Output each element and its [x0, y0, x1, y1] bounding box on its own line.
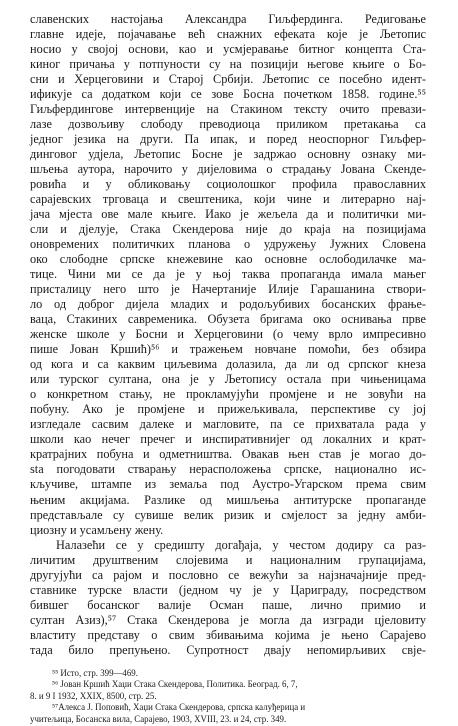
- text-line: ваца, Стакиних савременика. Обузета бригама око оснивања прве: [30, 312, 426, 327]
- text-line: личитим друштвеним слојевима и националним групацијама,: [30, 552, 426, 567]
- text-line: око слободне српске кнежевине као основне ослободилачке ма-: [30, 252, 426, 267]
- text-line: представљале су сувише велик ризик и смјелост за једну амби-: [30, 507, 426, 522]
- text-line: властиту представу о свим збивањима којима је њено Сарајево: [30, 627, 426, 642]
- text-line: киног причања у потпуности су на позицији његове књиге о Бо-: [30, 57, 426, 72]
- text-line: или турског султана, она је у Љетопису остала при чињеницама: [30, 372, 426, 387]
- footnotes: [30, 668, 426, 726]
- text-line: славенских настојања Александра Гиљфердинга. Редиговање: [30, 12, 426, 26]
- text-line: бившег босанског валије Осман паше, лично примио и: [30, 597, 426, 612]
- text-line: ификује са додатком који се зове Босна почетком 1858. године.⁵⁵: [30, 87, 426, 102]
- text-line: од кога и са каквим циљевима долазила, да ли од српског кнеза: [30, 357, 426, 372]
- text-line: султан Азиз),⁵⁷ Стака Скендерова је могла да изгради цјеловиту: [30, 612, 426, 627]
- text-line: динговог удјела, Љетопис Босне је задржао основну ознаку ми-: [30, 147, 426, 162]
- text-line: ровића и у обликовању социолошког профила православних: [30, 177, 426, 192]
- footnote-56-continued: 8. и 9 I 1932, XXIX, 8500, стр. 25.: [30, 690, 157, 701]
- text-line: главне идеје, појачавање већ снажних ефеката које је Љетопис: [30, 27, 426, 42]
- text-line: другујући са рајом и пословно се вежући за најзначајније пред-: [30, 567, 426, 582]
- text-line: тада било препуњено. Супротност двају непомирљивих свје-: [30, 642, 426, 657]
- text-line: лазе дозвољиву слободу преводиоца приликом претакања са: [30, 117, 426, 132]
- text-line: циозну и усамљену жену.: [30, 522, 164, 537]
- text-line: тице. Чини ми се да је у њој таква пропаганда имала мањег: [30, 267, 426, 282]
- text-line: изгледале сасвим далеке и магловите, па се прихватала рада у: [30, 417, 426, 432]
- footnote-55: ⁵⁵ Исто, стр. 399—469.: [52, 667, 138, 678]
- text-line: носио у својој основи, као и усмјеравање битног концепта Ста-: [30, 42, 426, 57]
- text-line: кратрајних побуна и одметништва. Овакав њен став је могао до-: [30, 447, 426, 462]
- text-line: кључиве, штампе из земаља под Аустро-Угарском према свим: [30, 477, 426, 492]
- text-line: Гиљфердингове интервенције на Стакином тексту очито превази-: [30, 102, 426, 117]
- text-line: присталицу него што је Начертаније Илије Гарашанина створи-: [30, 282, 426, 297]
- footnote-57: ⁵⁷Алекса Ј. Поповић, Хаџи Стака Скендерова, српска калуђерица и: [52, 702, 306, 713]
- text-line: Налазећи се у средишту догађаја, у честом додиру са раз-: [56, 537, 426, 552]
- body-paragraph-1: [30, 12, 426, 538]
- footnote-56: ⁵⁶ Јован Кршић Хаџи Стака Скендерова, Политика. Београд. 6, 7,: [52, 679, 298, 690]
- text-line: школи као нечег пречег и инспиративнијег од локалних и крат-: [30, 432, 426, 447]
- text-line: ло од доброг дијела младих и родољубивих босанских фрање-: [30, 297, 426, 312]
- text-line: јача мјеста ове мале књиге. Иако је жељела да и политички ми-: [30, 207, 426, 222]
- text-line: њеним акцијама. Разлике од мишљења антитурске пропаганде: [30, 492, 426, 507]
- text-line: шљења аутора, нарочито у дијеловима о страдању Јована Скенде-: [30, 162, 426, 177]
- text-line: пише Јован Кршић)⁵⁶ и тражењем новчане помоћи, без обзира: [30, 342, 426, 357]
- text-line: о конкретном стању, не прокламујући промјене и не зовући на: [30, 387, 426, 402]
- text-line: оновремених политичких планова о удружењу Јужних Словена: [30, 237, 426, 252]
- text-line: једног језика на други. Па ипак, и поред неоспорног Гиљфер-: [30, 132, 426, 147]
- text-line: ставнике турске власти (једном чу је у Цариграду, посредством: [30, 582, 426, 597]
- text-line: побуну. Ако је промјене и прижељкивала, перспективе су јој: [30, 402, 426, 417]
- text-line: женске школе у Босни и Херцеговини (о чему врло импресивно: [30, 327, 426, 342]
- text-line: sta погодовати стварању нерасположења српске, национално ис-: [30, 462, 426, 477]
- text-line: сли и дјелује, Стака Скендерова није до краја на позицијама: [30, 222, 426, 237]
- body-paragraph-2: [30, 538, 426, 658]
- text-line: сарајевских трговаца и свештеника, који чине и литерарно нај-: [30, 192, 426, 207]
- footnote-57-continued: учитељица, Босанска вила, Сарајево, 1903, XVIII, 23. и 24, стр. 349.: [30, 714, 287, 725]
- text-line: сни и Херцеговини и Старој Србији. Љетопис се посебно идент-: [30, 72, 426, 87]
